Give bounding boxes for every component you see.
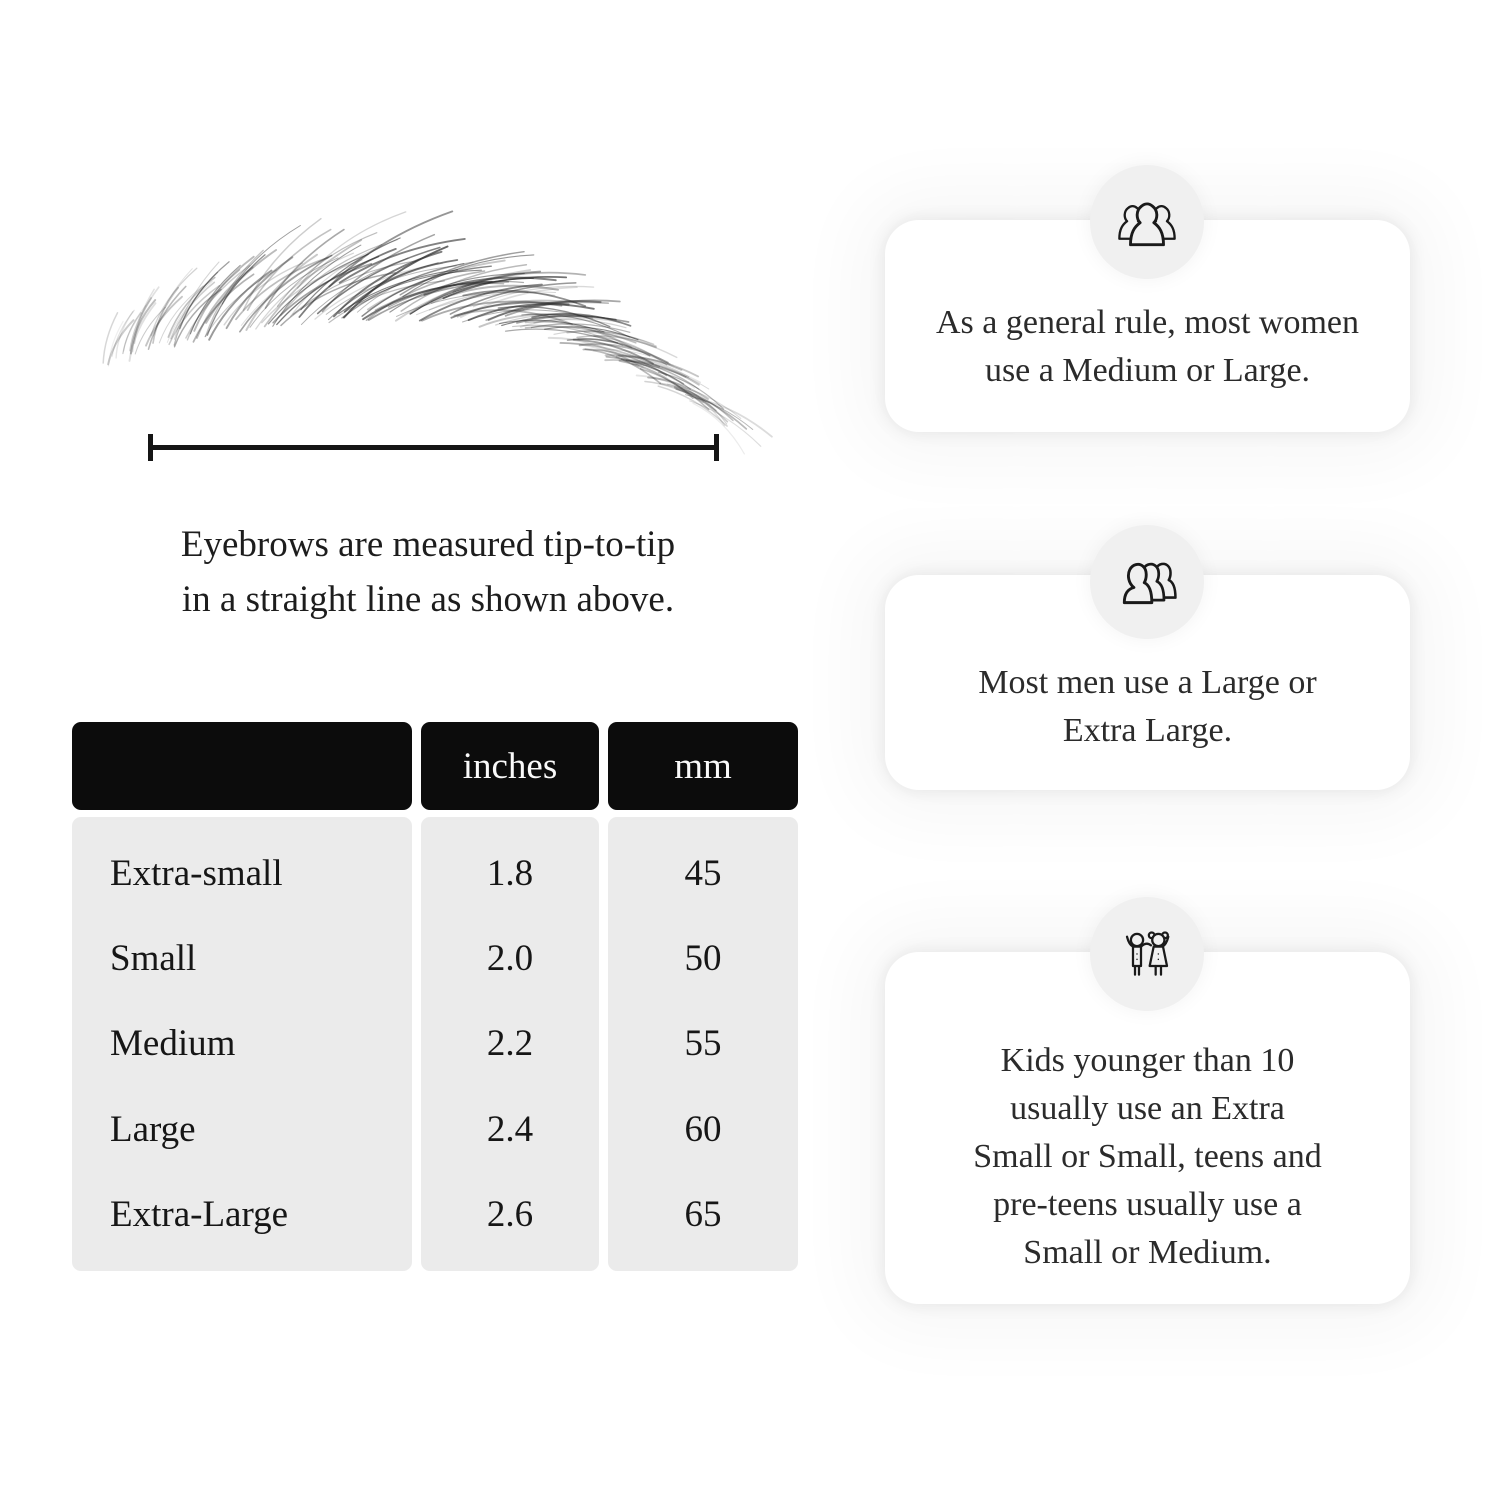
measurement-line-right-tick — [714, 434, 719, 461]
table-row-label: Large — [110, 1108, 196, 1150]
icon-circle-men — [1090, 525, 1204, 639]
table-cell-mm: 55 — [684, 1023, 722, 1065]
measurement-line — [150, 445, 718, 450]
table-row-label: Small — [110, 938, 197, 980]
caption-line: Eyebrows are measured tip-to-tip — [180, 524, 676, 565]
size-table-header-blank — [72, 722, 412, 810]
size-table — [72, 722, 798, 1271]
info-card-text-line: Most men use a Large or — [978, 663, 1317, 701]
info-card-text-line: use a Medium or Large. — [984, 352, 1311, 389]
women-group-icon — [1114, 189, 1180, 255]
size-table-inches-column — [421, 817, 599, 1271]
table-row-label: Medium — [110, 1023, 236, 1065]
table-cell-inches: 2.4 — [486, 1108, 534, 1150]
size-table-label-column — [72, 817, 412, 1271]
info-card-text-line: Small or Medium. — [1023, 1234, 1272, 1271]
men-group-icon — [1114, 549, 1180, 615]
table-cell-inches: 2.2 — [486, 1023, 534, 1065]
info-card-text-line: Kids younger than 10 — [1000, 1042, 1295, 1079]
table-cell-mm: 50 — [684, 938, 722, 980]
icon-circle-women — [1090, 165, 1204, 279]
table-cell-mm: 45 — [684, 853, 722, 895]
info-card-text-line: usually use an Extra — [1010, 1090, 1285, 1127]
table-cell-inches: 1.8 — [486, 853, 534, 895]
table-row-label: Extra-Large — [110, 1193, 289, 1235]
info-card-text-line: Extra Large. — [1062, 711, 1233, 749]
caption-line: in a straight line as shown above. — [181, 579, 675, 620]
size-table-header — [72, 722, 798, 810]
measurement-caption — [72, 517, 784, 627]
size-table-header-inches: inches — [421, 722, 599, 810]
table-row-label: Extra-small — [110, 853, 283, 895]
measurement-line-left-tick — [148, 434, 153, 461]
table-cell-inches: 2.6 — [486, 1193, 534, 1235]
info-card-text-line: pre-teens usually use a — [993, 1186, 1302, 1223]
icon-circle-kids — [1090, 897, 1204, 1011]
eyebrow-illustration — [85, 212, 785, 442]
info-card-text-line: As a general rule, most women — [936, 304, 1359, 341]
size-table-mm-column — [608, 817, 798, 1271]
kids-icon — [1115, 922, 1179, 986]
table-cell-mm: 65 — [684, 1193, 722, 1235]
table-cell-mm: 60 — [684, 1108, 722, 1150]
size-table-header-mm: mm — [608, 722, 798, 810]
size-table-body — [72, 817, 798, 1271]
info-card-text-line: Small or Small, teens and — [973, 1138, 1322, 1175]
table-cell-inches: 2.0 — [486, 938, 534, 980]
